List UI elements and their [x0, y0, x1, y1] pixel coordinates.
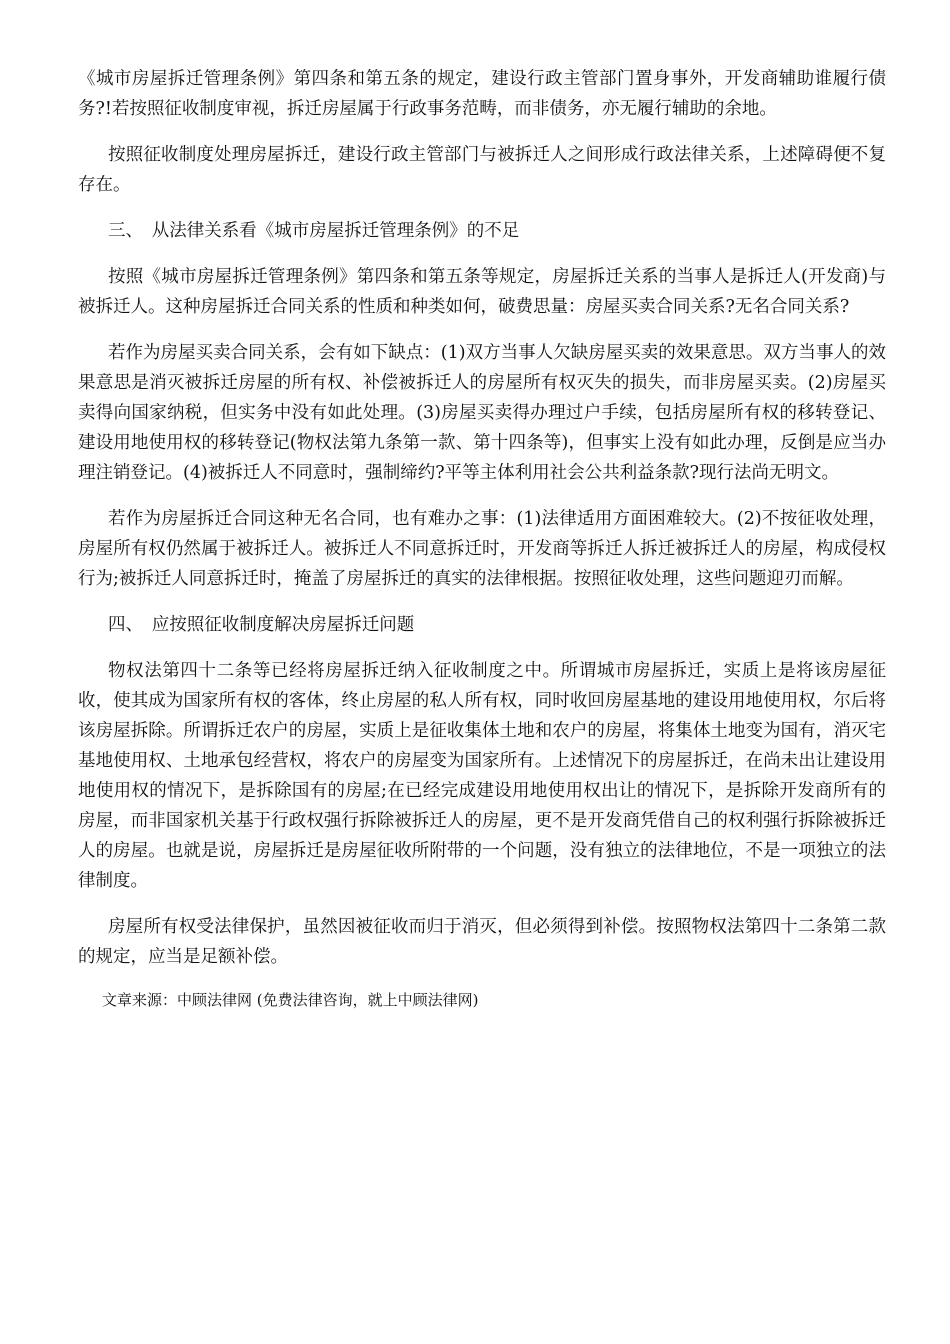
paragraph-property-law-art42: 物权法第四十二条等已经将房屋拆迁纳入征收制度之中。所谓城市房屋拆迁，实质上是将该房屋征收，使其成为国家所有权的客体，终止房屋的私人所有权，同时收回房屋基地的建设用地使用权，尔后将该房屋拆除。所谓拆迁农户的房屋，实质上是征收集体土地和农户的房屋，将集体土地变为国有，消灭宅基地使用权、土地承包经营权，将农户的房屋变为国家所有。上述情况下的房屋拆迁，在尚未出让建设用地使用权的情况下，是拆除国有的房屋;在已经完成建设用地使用权出让的情况下，是拆除开发商所有的房屋，而非国家机关基于行政权强行拆除被拆迁人的房屋，更不是开发商凭借自己的权利强行拆除被拆迁人的房屋。也就是说，房屋拆迁是房屋征收所附带的一个问题，没有独立的法律地位，不是一项独立的法律制度。	[78, 661, 886, 891]
paragraph-admin-relation: 按照征收制度处理房屋拆迁，建设行政主管部门与被拆迁人之间形成行政法律关系，上述障碍便不复存在。	[78, 145, 886, 195]
paragraph-continuation: 《城市房屋拆迁管理条例》第四条和第五条的规定，建设行政主管部门置身事外，开发商辅助谁履行债务?!若按照征收制度审视，拆迁房屋属于行政事务范畴，而非债务，亦无履行辅助的余地。	[78, 69, 886, 119]
document-body	[78, 64, 886, 1012]
paragraph-innominate-contract: 若作为房屋拆迁合同这种无名合同，也有难办之事：(1)法律适用方面困难较大。(2)不按征收处理，房屋所有权仍然属于被拆迁人。被拆迁人不同意拆迁时，开发商等拆迁人拆迁被拆迁人的房屋，构成侵权行为;被拆迁人同意拆迁时，掩盖了房屋拆迁的真实的法律根据。按照征收处理，这些问题迎刃而解。	[78, 509, 886, 589]
section-heading-4: 四、 应按照征收制度解决房屋拆迁问题	[108, 615, 415, 635]
section-heading-3: 三、 从法律关系看《城市房屋拆迁管理条例》的不足	[108, 221, 520, 241]
article-source: 文章来源：中顾法律网 (免费法律咨询，就上中顾法律网)	[102, 991, 479, 1009]
paragraph-contract-nature: 按照《城市房屋拆迁管理条例》第四条和第五条等规定，房屋拆迁关系的当事人是拆迁人(开发商)与被拆迁人。这种房屋拆迁合同关系的性质和种类如何，破费思量：房屋买卖合同关系?无名合同关系?	[78, 267, 886, 317]
paragraph-compensation: 房屋所有权受法律保护，虽然因被征收而归于消灭，但必须得到补偿。按照物权法第四十二条第二款的规定，应当是足额补偿。	[78, 917, 886, 967]
paragraph-sale-contract-defects: 若作为房屋买卖合同关系，会有如下缺点：(1)双方当事人欠缺房屋买卖的效果意思。双方当事人的效果意思是消灭被拆迁房屋的所有权、补偿被拆迁人的房屋所有权灭失的损失，而非房屋买卖。(2)房屋买卖得向国家纳税，但实务中没有如此处理。(3)房屋买卖得办理过户手续，包括房屋所有权的移转登记、建设用地使用权的移转登记(物权法第九条第一款、第十四条等)，但事实上没有如此办理，反倒是应当办理注销登记。(4)被拆迁人不同意时，强制缔约?平等主体利用社会公共利益条款?现行法尚无明文。	[78, 343, 886, 483]
